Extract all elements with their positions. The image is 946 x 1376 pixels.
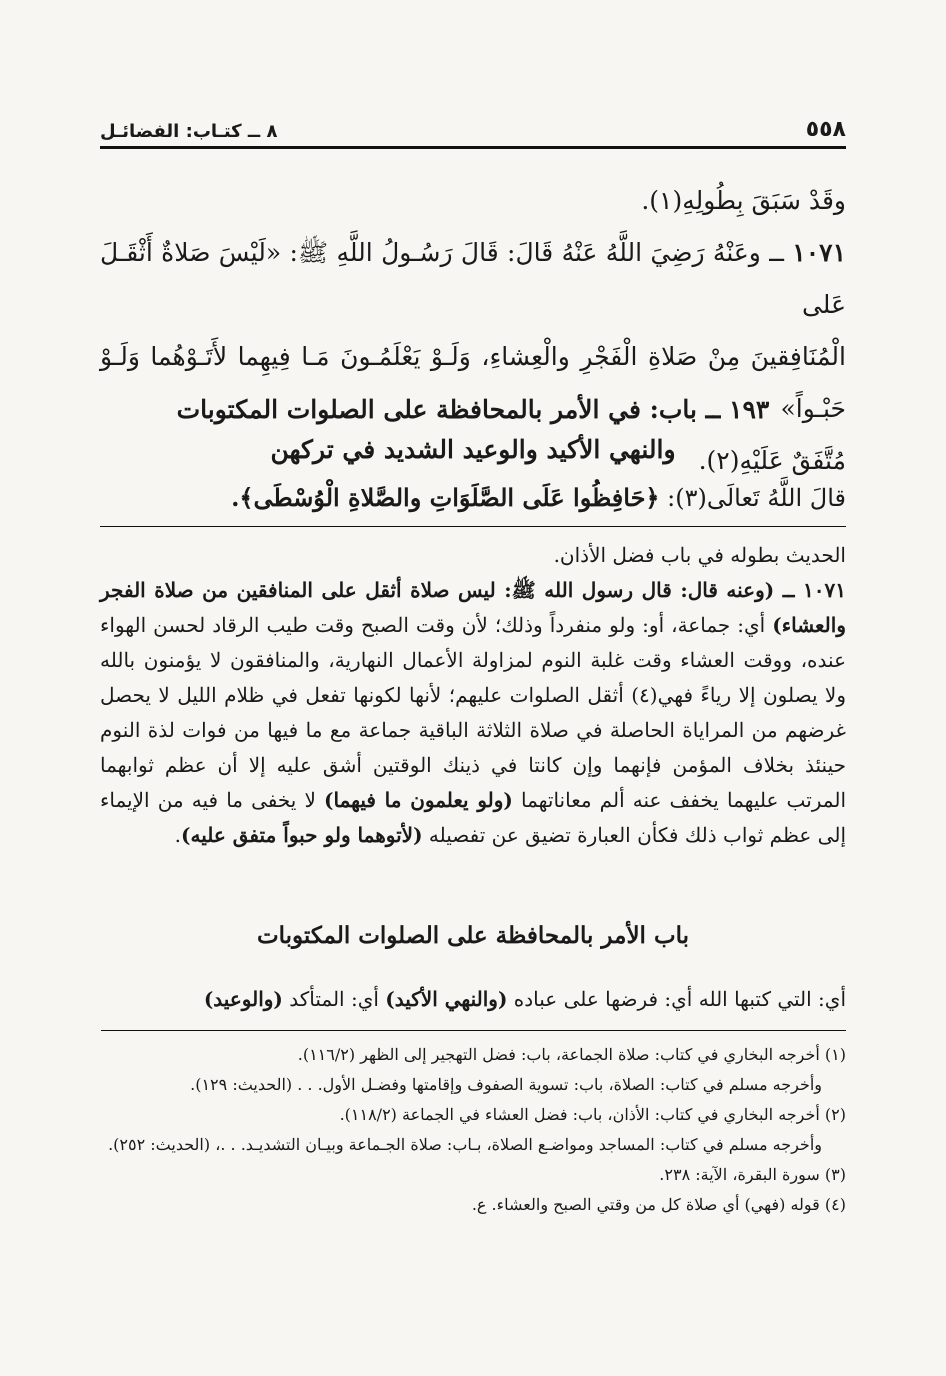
after-sub-c: أي: المتأكد (282, 987, 386, 1011)
chapter-heading-line-2: والنهي الأكيد والوعيد الشديد في تركهن (270, 435, 676, 464)
commentary-explanation-1: أي: جماعة، أو: ولو منفرداً وذلك؛ لأن وقت الصبح وقت طيب الرقاد لحسن الهواء عنده، ووقت العشاء وقت غلبة النوم لمزاولة الأعمال النهارية، والمنافقون لا يؤمنون بالله ولا يصلون إلا رياءً فهي(٤) أثقل الصلوات عليهم؛ لأنها لكونها تفعل في ظلام الليل لا يحصل غرضهم من المراياة الحاصلة في صلاة الثلاثة الباقية جماعة مع ما فيها من فوات لذة النوم حينئذ بخلاف المؤمن فإنهما وإن كانتا في ذينك الوقتين أشق عليه إلا أن عظم ثوابهما المرتب عليهما يخفف عنه ألم معاناتهما (100, 613, 847, 812)
page-number: ٥٥٨ (805, 117, 846, 142)
commentary-explanation-2: لا يخفى ما فيه من الإيماء إلى عظم ثواب ذلك فكأن العبارة تضيق عن تفصيله (100, 788, 846, 847)
after-sub-d: (والوعيد) (203, 987, 283, 1011)
footnote: (٣) سورة البقرة، الآية: ٢٣٨. (659, 1165, 846, 1184)
footnote: (٢) أخرجه البخاري في كتاب: الأذان، باب: فضل العشاء في الجماعة (١١٨/٢). (339, 1105, 846, 1124)
subheading-explanation (100, 982, 846, 1017)
previous-reference: وقَدْ سَبَقَ بِطُولِهِ(١). (641, 186, 846, 215)
hadith-number: ١٠٧١ (792, 238, 847, 267)
commentary (100, 538, 846, 853)
footnote: (٤) قوله (فهي) أي صلاة كل من وقتي الصبح والعشاء. ع. (471, 1195, 846, 1214)
page-header (100, 108, 846, 149)
section-subheading: باب الأمر بالمحافظة على الصلوات المكتوبات (256, 922, 690, 949)
after-sub-a: أي: التي كتبها الله أي: فرضها على عباده (507, 987, 846, 1011)
quran-verse: ﴿حَافِظُوا عَلَى الصَّلَوَاتِ والصَّلاةِ الْوُسْطَى﴾. (231, 483, 660, 512)
quran-intro: قالَ اللَّهُ تَعالَى(٣): (667, 484, 846, 512)
commentary-quote-2: (ولو يعلمون ما فيهما) (324, 788, 513, 812)
footnote: وأخرجه مسلم في كتاب: الصلاة، باب: تسوية الصفوف وإقامتها وفضـل الأول. . . (الحديث: ١٢٩). (190, 1075, 822, 1094)
quran-quote (100, 478, 846, 518)
after-sub-b: (والنهي الأكيد) (385, 987, 508, 1011)
footnotes (100, 1040, 846, 1220)
footnote: (١) أخرجه البخاري في كتاب: صلاة الجماعة، باب: فضل التهجير إلى الظهر (١١٦/٢). (297, 1045, 846, 1064)
commentary-p1: الحديث بطوله في باب فضل الأذان. (553, 543, 846, 567)
footnote-rule (101, 1030, 846, 1031)
commentary-quote-3: (لأتوهما ولو حبواً متفق عليه) (181, 823, 423, 847)
hadith-line-2: الْمُنَافِقينَ مِنْ صَلاةِ الْفَجْرِ والْعِشاءِ، وَلَـوْ يَعْلَمُـونَ مَـا فِيهِما لأَتَـوْهُما وَلَـوْ حَبْـواً» (100, 342, 846, 423)
chapter-heading-line-1: ١٩٣ ــ باب: في الأمر بالمحافظة على الصلوات المكتوبات (176, 395, 770, 424)
chapter-heading (100, 390, 846, 470)
hadith-line-1-text: ــ وعَنْهُ رَضِيَ اللَّهُ عَنْهُ قَالَ: قَالَ رَسُـولُ اللَّهِ ﷺ: «لَيْسَ صَلاةٌ أَثْقَـلَ عَلى (100, 238, 846, 319)
book-title: ٨ ــ كتـاب: الفضائـل (100, 121, 278, 142)
hadith-line-3: مُتَّفَقٌ عَلَيْهِ(٢). (698, 446, 846, 475)
commentary-p2 (100, 573, 846, 853)
footnote: وأخرجه مسلم في كتاب: المساجد ومواضـع الصلاة، بـاب: صلاة الجـماعة وبيـان التشديـد. . .، (الحديث: ٢٥٢). (108, 1135, 822, 1154)
hadith-line-1 (100, 227, 846, 331)
commentary-divider (100, 526, 846, 527)
commentary-end: . (174, 823, 182, 847)
commentary-hadith-quote: ١٠٧١ ــ (وعنه قال: قال رسول الله ﷺ: ليس صلاة أثقل على المنافقين من صلاة الفجر والعشاء) (100, 578, 846, 637)
